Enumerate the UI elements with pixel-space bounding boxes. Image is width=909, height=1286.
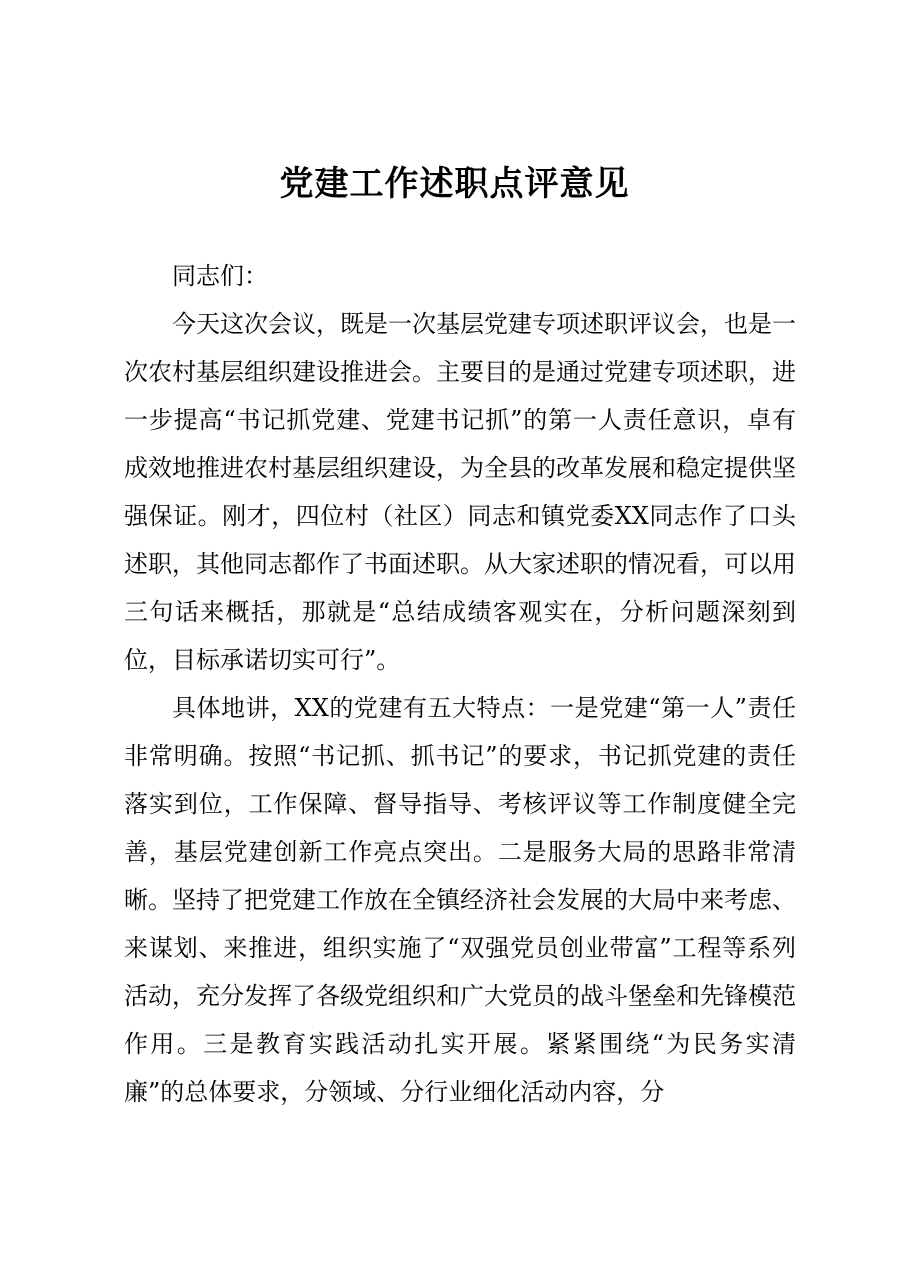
salutation-paragraph: 同志们： — [172, 262, 268, 290]
body-paragraph: 今天这次会议，既是一次基层党建专项述职评议会，也是一次农村基层组织建设推进会。主要目的是通过党建专项述职，进一步提高“书记抓党建、党建书记抓”的第一人责任意识，卓有成效地推进农村基层组织建设，为全县的改革发展和稳定提供坚强保证。刚才，四位村（社区）同志和镇党委XX同志作了口头述职，其他同志都作了书面述职。从大家述职的情况看，可以用三句话来概括，那就是“总结成绩客观实在，分析问题深刻到位，目标承诺切实可行”。 — [124, 310, 796, 674]
body-paragraph: 具体地讲，XX的党建有五大特点：一是党建“第一人”责任非常明确。按照“书记抓、抓书记”的要求，书记抓党建的责任落实到位，工作保障、督导指导、考核评议等工作制度健全完善，基层党建创新工作亮点突出。二是服务大局的思路非常清晰。坚持了把党建工作放在全镇经济社会发展的大局中来考虑、来谋划、来推进，组织实施了“双强党员创业带富”工程等系列活动，充分发挥了各级党组织和广大党员的战斗堡垒和先锋模范作用。三是教育实践活动扎实开展。紧紧围绕“为民务实清廉”的总体要求，分领域、分行业细化活动内容，分 — [124, 694, 796, 1106]
document-title: 党建工作述职点评意见 — [279, 164, 630, 204]
document-body — [124, 252, 796, 1116]
